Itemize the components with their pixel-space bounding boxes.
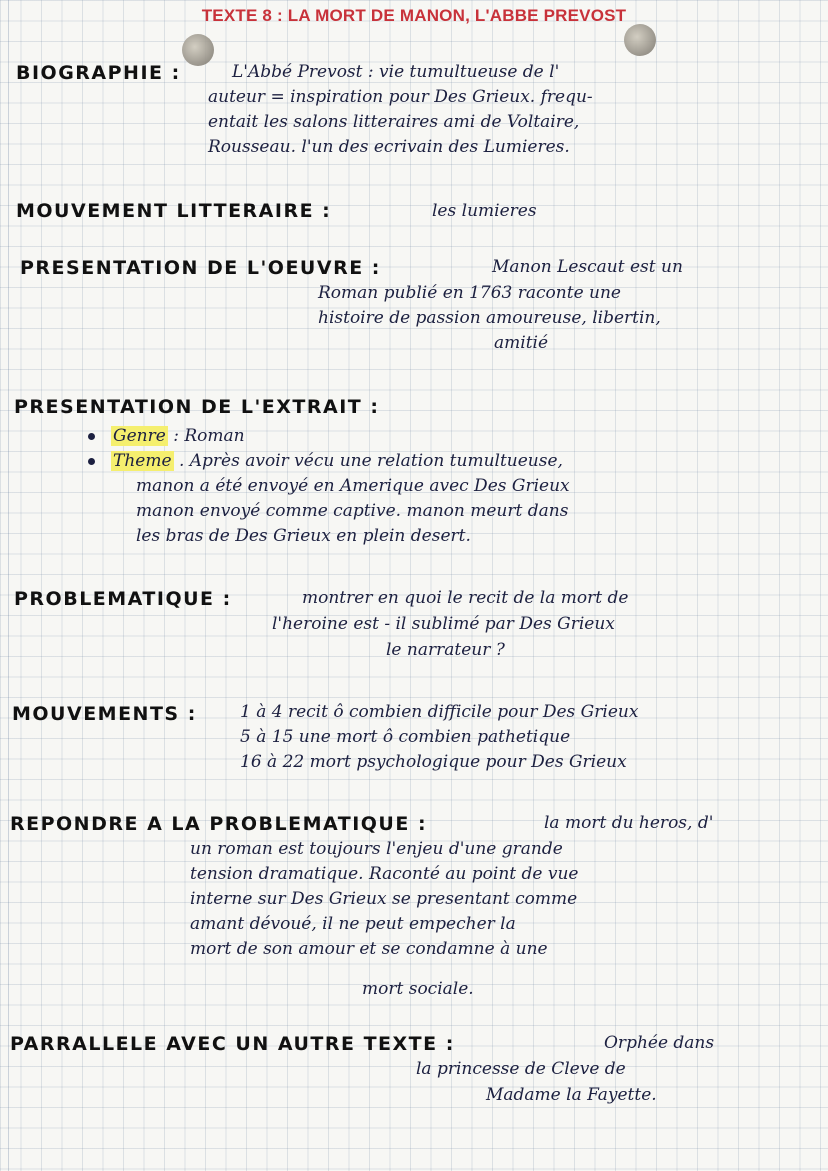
text-line: les bras de Des Grieux en plein desert.	[136, 526, 471, 546]
theme-text-cont	[136, 474, 570, 549]
heading-parallele: PARRALLELE AVEC UN AUTRE TEXTE :	[10, 1033, 455, 1055]
text-line: 1 à 4 recit ô combien difficile pour Des Grieux	[240, 702, 639, 722]
text-line: entait les salons litteraires ami de Voltaire,	[208, 112, 580, 132]
oeuvre-text	[492, 255, 683, 280]
repondre-text-cont	[190, 837, 578, 962]
genre-label: Genre	[113, 426, 166, 446]
text-line: Manon Lescaut est un	[492, 257, 683, 277]
problematique-text-end	[386, 638, 505, 663]
genre-value: : Roman	[173, 426, 245, 446]
text-line: Rousseau. l'un des ecrivain des Lumieres.	[208, 137, 570, 157]
text-line: Madame la Fayette.	[486, 1085, 657, 1105]
mouvements-text	[240, 700, 638, 775]
problematique-text-cont	[272, 612, 615, 637]
text-line: l'heroine est - il sublimé par Des Grieux	[272, 614, 615, 634]
heading-oeuvre: PRESENTATION DE L'OEUVRE :	[20, 257, 381, 279]
text-line: Orphée dans	[604, 1033, 715, 1053]
text-line: interne sur Des Grieux se presentant comme	[190, 889, 578, 909]
heading-extrait: PRESENTATION DE L'EXTRAIT :	[14, 396, 380, 418]
parallele-text	[604, 1031, 714, 1056]
text-line: les lumieres	[432, 201, 537, 221]
heading-mouvement-litteraire: MOUVEMENT LITTERAIRE :	[16, 200, 332, 222]
biographie-text	[232, 60, 559, 85]
text-line: tension dramatique. Raconté au point de vue	[190, 864, 579, 884]
oeuvre-text-end	[494, 331, 548, 356]
text-line: L'Abbé Prevost : vie tumultueuse de l'	[232, 62, 560, 82]
biographie-text-cont	[208, 85, 593, 160]
theme-label: Theme	[113, 451, 172, 471]
margin-line	[8, 0, 9, 1171]
bullet-icon	[88, 433, 95, 440]
heading-problematique: PROBLEMATIQUE :	[14, 588, 232, 610]
text-line: amant dévoué, il ne peut empecher la	[190, 914, 516, 934]
text-line: la princesse de Cleve de	[416, 1059, 626, 1079]
text-line: amitié	[494, 333, 549, 353]
bullet-icon	[88, 458, 95, 465]
text-line: un roman est toujours l'enjeu d'une grande	[190, 839, 563, 859]
heading-biographie: BIOGRAPHIE :	[16, 62, 181, 84]
mouvement-text	[432, 199, 537, 224]
parallele-text-end	[486, 1083, 657, 1108]
heading-repondre: REPONDRE A LA PROBLEMATIQUE :	[10, 813, 428, 835]
parallele-text-cont	[416, 1057, 626, 1082]
repondre-text-end	[362, 977, 474, 1002]
list-item	[88, 424, 563, 449]
text-line: la mort du heros, d'	[544, 813, 714, 833]
oeuvre-text-cont	[318, 281, 661, 331]
heading-mouvements: MOUVEMENTS :	[12, 703, 197, 725]
theme-value: . Après avoir vécu une relation tumultueuse,	[178, 451, 563, 471]
text-line: le narrateur ?	[386, 640, 505, 660]
text-line: manon envoyé comme captive. manon meurt dans	[136, 501, 569, 521]
extrait-bullets	[88, 424, 563, 474]
problematique-text	[302, 586, 628, 611]
list-item	[88, 449, 563, 474]
text-line: montrer en quoi le recit de la mort de	[302, 588, 629, 608]
text-line: mort de son amour et se condamne à une	[190, 939, 548, 959]
punch-hole	[182, 34, 214, 66]
text-line: histoire de passion amoureuse, libertin,	[318, 308, 661, 328]
text-line: Roman publié en 1763 raconte une	[318, 283, 621, 303]
page-title: TEXTE 8 : LA MORT DE MANON, L'ABBE PREVOST	[201, 6, 627, 25]
text-line: manon a été envoyé en Amerique avec Des Grieux	[136, 476, 570, 496]
repondre-text	[544, 811, 713, 836]
punch-hole	[624, 24, 656, 56]
text-line: auteur = inspiration pour Des Grieux. frequ-	[208, 87, 593, 107]
text-line: mort sociale.	[362, 979, 474, 999]
text-line: 16 à 22 mort psychologique pour Des Grieux	[240, 752, 627, 772]
text-line: 5 à 15 une mort ô combien pathetique	[240, 727, 571, 747]
